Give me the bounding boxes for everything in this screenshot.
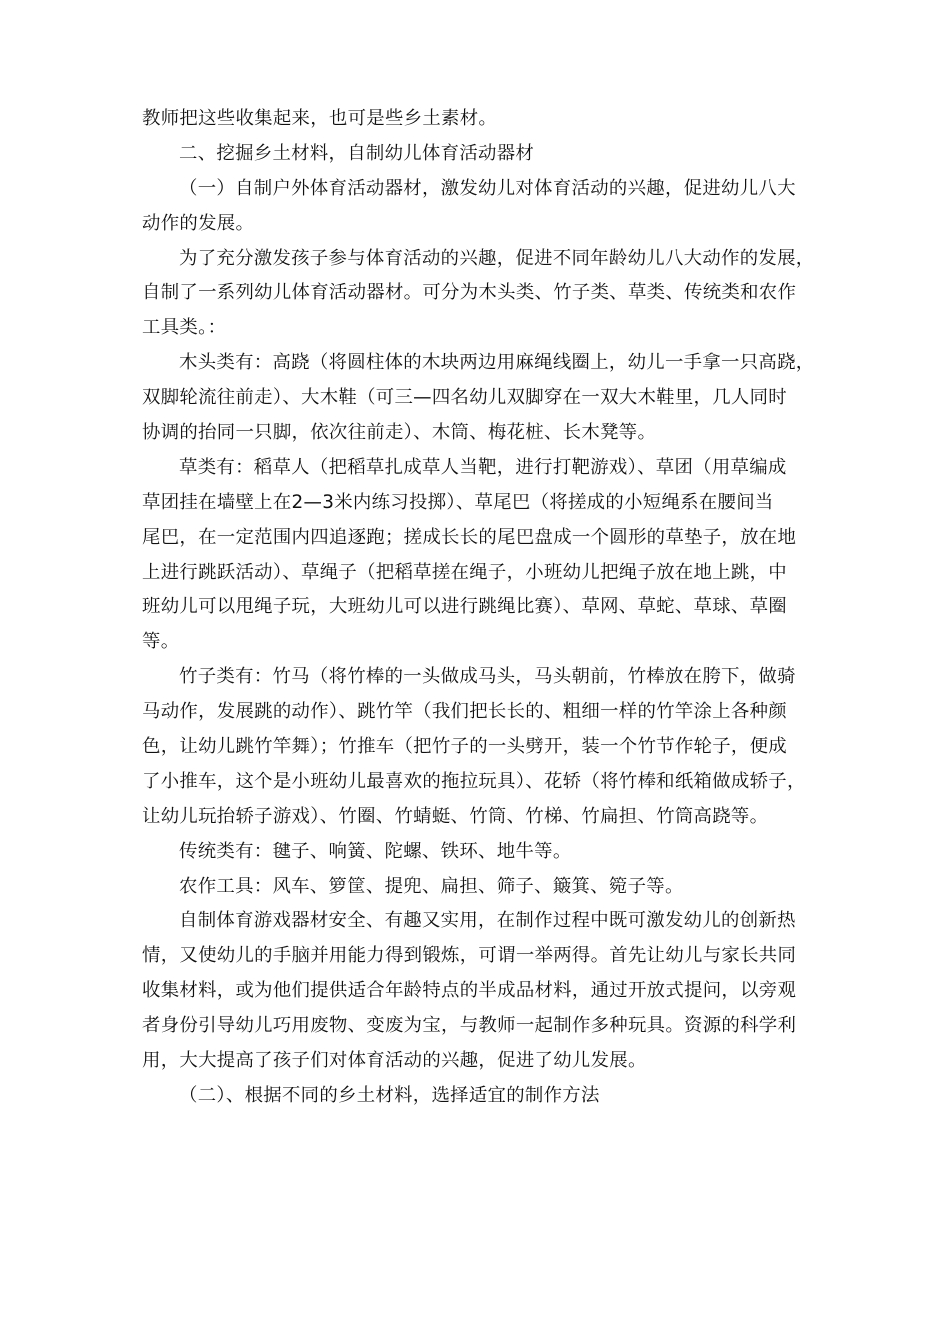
- text-line: 上进行跳跃活动）、草绳子（把稻草搓在绳子，小班幼儿把绳子放在地上跳，中: [142, 561, 787, 583]
- text-line: 草团挂在墙壁上在2—3米内练习投掷）、草尾巴（将搓成的小短绳系在腰间当: [142, 491, 774, 513]
- text-line: 情，又使幼儿的手脑并用能力得到锻炼，可谓一举两得。首先让幼儿与家长共同: [142, 945, 797, 967]
- text-line: 双脚轮流往前走）、大木鞋（可三—四名幼儿双脚穿在一双大木鞋里，几人同时: [142, 387, 787, 409]
- text-line: 尾巴，在一定范围内四追逐跑；搓成长长的尾巴盘成一个圆形的草垫子，放在地: [142, 526, 797, 548]
- text-line: 教师把这些收集起来，也可是些乡土素材。: [142, 108, 498, 129]
- text-line: 木头类有：高跷（将圆柱体的木块两边用麻绳线圈上，幼儿一手拿一只高跷，: [179, 352, 815, 374]
- text-line: 了小推车，这个是小班幼儿最喜欢的拖拉玩具）、花轿（将竹棒和纸箱做成轿子，: [142, 770, 806, 792]
- text-line: 用，大大提高了孩子们对体育活动的兴趣，促进了幼儿发展。: [142, 1050, 647, 1072]
- text-line: 草类有：稻草人（把稻草扎成草人当靶，进行打靶游戏）、草团（用草编成: [179, 456, 787, 478]
- text-line: 色，让幼儿跳竹竿舞）；竹推车（把竹子的一头劈开，装一个竹节作轮子，便成: [142, 736, 787, 758]
- body-text: [142, 102, 818, 1114]
- text-line: 自制体育游戏器材安全、有趣又实用，在制作过程中既可激发幼儿的创新热: [179, 910, 796, 932]
- text-line: 动作的发展。: [142, 212, 255, 234]
- text-line: 让幼儿玩抬轿子游戏）、竹圈、竹蜻蜓、竹筒、竹梯、竹扁担、竹筒高跷等。: [142, 805, 769, 827]
- text-line: 者身份引导幼儿巧用废物、变废为宝，与教师一起制作多种玩具。资源的科学利: [142, 1015, 797, 1037]
- subsection-heading-1: （一）自制户外体育活动器材，激发幼儿对体育活动的兴趣，促进幼儿八大: [179, 177, 796, 199]
- section-heading-2: 二、挖掘乡土材料，自制幼儿体育活动器材: [179, 142, 535, 164]
- text-line: 传统类有：毽子、响簧、陀螺、铁环、地牛等。: [179, 840, 572, 862]
- text-line: 班幼儿可以甩绳子玩，大班幼儿可以进行跳绳比赛）、草网、草蛇、草球、草圈: [142, 596, 787, 618]
- text-line: 马动作，发展跳的动作）、跳竹竿（我们把长长的、粗细一样的竹竿涂上各种颜: [142, 701, 787, 723]
- text-line: 工具类。：: [142, 317, 227, 339]
- text-line: 等。: [142, 631, 180, 653]
- text-line: 收集材料，或为他们提供适合年龄特点的半成品材料，通过开放式提问，以旁观: [142, 980, 797, 1002]
- subsection-heading-2: （二）、根据不同的乡土材料，选择适宜的制作方法: [179, 1084, 600, 1106]
- text-line: 为了充分激发孩子参与体育活动的兴趣，促进不同年龄幼儿八大动作的发展，: [179, 247, 815, 269]
- text-line: 协调的抬同一只脚，依次往前走）、木筒、梅花桩、长木凳等。: [142, 422, 657, 444]
- text-line: 竹子类有：竹马（将竹棒的一头做成马头，马头朝前，竹棒放在胯下，做骑: [179, 666, 796, 688]
- text-line: 农作工具：风车、箩筐、提兜、扁担、筛子、簸箕、箢子等。: [179, 875, 684, 897]
- text-line: 自制了一系列幼儿体育活动器材。可分为木头类、竹子类、草类、传统类和农作: [142, 282, 797, 304]
